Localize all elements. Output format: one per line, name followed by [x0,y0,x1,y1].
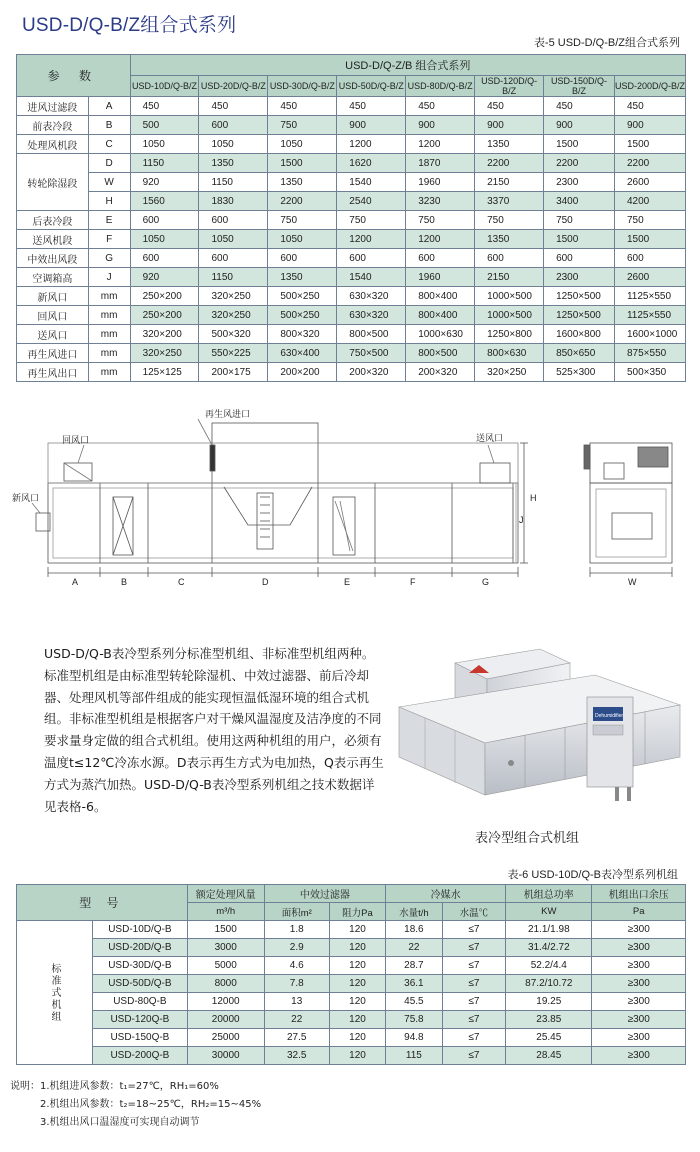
table-cell: 600 [406,249,475,268]
table-cell: 120 [329,939,385,957]
note-item: 2.机组出风参数：t₂=18~25℃，RH₂=15~45% [40,1099,262,1110]
table-cell: 1830 [199,192,268,211]
power-header: 机组总功率 [506,885,592,903]
table-cell: ≥300 [592,1029,686,1047]
page-title: USD-D/Q-B/Z组合式系列 [22,15,237,36]
table-cell: 600 [337,249,406,268]
table-cell: 1150 [199,173,268,192]
dim-w-label: W [628,577,637,587]
model-cell: USD-80Q-B [93,993,188,1011]
table-row [17,957,686,975]
table-cell: 1500 [544,230,615,249]
row-code: C [88,135,130,154]
model-column-header: USD-10D/Q-B/Z [130,76,199,97]
table-row [17,993,686,1011]
table-cell: 31.4/2.72 [506,939,592,957]
table-cell: 1500 [544,135,615,154]
rated-air-header: 额定处理风量 [187,885,264,903]
table-cell: 450 [199,97,268,116]
table-row [17,154,686,173]
table-cell: 800×500 [337,325,406,344]
table-cell: 630×320 [337,306,406,325]
table-cell: 2600 [614,173,685,192]
table-cell: 28.45 [506,1047,592,1065]
table-cell: 1000×630 [406,325,475,344]
table-cell: 2300 [544,268,615,287]
table-cell: 120 [329,1011,385,1029]
table-cell: 115 [386,1047,443,1065]
table-cell: 1500 [614,135,685,154]
row-label: 送风机段 [17,230,89,249]
table-cell: 600 [544,249,615,268]
row-code: B [88,116,130,135]
table-cell: 3370 [475,192,544,211]
row-code: W [88,173,130,192]
table-cell: 18.6 [386,921,443,939]
table-cell: 450 [406,97,475,116]
model-cell: USD-20D/Q-B [93,939,188,957]
table-cell: 1350 [475,230,544,249]
row-label: 新风口 [17,287,89,306]
table-cell: 600 [199,116,268,135]
model-column-header: USD-120D/Q-B/Z [475,76,544,97]
table-cell: 1000×500 [475,306,544,325]
table-cell: 120 [329,957,385,975]
table-cell: 320×250 [199,306,268,325]
table-cell: 1050 [199,135,268,154]
table-cell: 500×250 [268,306,337,325]
table-cell: 450 [544,97,615,116]
model-cell: USD-50D/Q-B [93,975,188,993]
table-cell: ≥300 [592,993,686,1011]
table-cell: ≥300 [592,1047,686,1065]
dim-h-label: H [530,493,537,503]
table-cell: 1870 [406,154,475,173]
table-cell: ≤7 [442,993,505,1011]
table-cell: 1150 [199,268,268,287]
row-label: 再生风进口 [17,344,89,363]
table-cell: 1250×500 [544,306,615,325]
row-label: 转轮除湿段 [17,154,89,211]
table5 [16,54,686,382]
table-cell: 1125×550 [614,306,685,325]
table-cell: 2600 [614,268,685,287]
table-cell: 600 [199,249,268,268]
table-cell: 630×320 [337,287,406,306]
table-cell: 200×320 [406,363,475,382]
table-cell: 600 [475,249,544,268]
row-label: 处理风机段 [17,135,89,154]
note-item: 3.机组出风口温湿度可实现自动调节 [40,1117,200,1128]
table-cell: 7.8 [264,975,329,993]
table-cell: 5000 [187,957,264,975]
table-cell: ≥300 [592,1011,686,1029]
table-row [17,921,686,939]
row-code: D [88,154,130,173]
table-cell: ≥300 [592,957,686,975]
table-row [17,325,686,344]
table-cell: 920 [130,268,199,287]
row-code: E [88,211,130,230]
table-cell: 36.1 [386,975,443,993]
table-cell: 21.1/1.98 [506,921,592,939]
table-cell: 8000 [187,975,264,993]
table-cell: 1350 [199,154,268,173]
section-label: D [262,577,269,587]
filter-header: 中效过滤器 [264,885,386,903]
param-header: 参 数 [17,55,131,97]
table-cell: 1560 [130,192,199,211]
table-row [17,344,686,363]
table-cell: ≤7 [442,957,505,975]
row-code: J [88,268,130,287]
row-code: mm [88,363,130,382]
row-label: 送风口 [17,325,89,344]
row-code: A [88,97,130,116]
model-cell: USD-120Q-B [93,1011,188,1029]
table-cell: 25000 [187,1029,264,1047]
table-cell: 1250×500 [544,287,615,306]
table-cell: 900 [406,116,475,135]
table-cell: 25.45 [506,1029,592,1047]
table-cell: 600 [614,249,685,268]
row-code: mm [88,344,130,363]
table-cell: 250×200 [130,287,199,306]
model-column-header: USD-200D/Q-B/Z [614,76,685,97]
table-cell: 2200 [614,154,685,173]
row-code: F [88,230,130,249]
model-column-header: USD-30D/Q-B/Z [268,76,337,97]
table-cell: 1150 [130,154,199,173]
table-cell: 19.25 [506,993,592,1011]
table-cell: 1200 [406,135,475,154]
static-header: 机组出口余压 [592,885,686,903]
table-cell: 900 [614,116,685,135]
table-cell: 800×630 [475,344,544,363]
table-cell: 320×200 [130,325,199,344]
table-row [17,268,686,287]
table-cell: 1350 [268,173,337,192]
table-row [17,116,686,135]
model-column-header: USD-80D/Q-B/Z [406,76,475,97]
table5-caption: 表-5 USD-D/Q-B/Z组合式系列 [533,37,680,49]
table-cell: 500×320 [199,325,268,344]
section-label: A [72,577,79,587]
row-code: mm [88,306,130,325]
table-cell: 52.2/4.4 [506,957,592,975]
table-cell: 22 [264,1011,329,1029]
table-cell: 75.8 [386,1011,443,1029]
table-row [17,306,686,325]
notes [10,1078,261,1132]
table-cell: 750 [475,211,544,230]
table6-caption: 表-6 USD-10D/Q-B表冷型系列机组 [507,869,678,881]
table-cell: 1350 [268,268,337,287]
table-cell: 875×550 [614,344,685,363]
table-cell: 120 [329,975,385,993]
table-cell: 22 [386,939,443,957]
table-cell: ≥300 [592,921,686,939]
unit-drawing [0,405,700,600]
table-cell: 120 [329,1047,385,1065]
table-cell: 12000 [187,993,264,1011]
coolant-header: 冷媒水 [386,885,506,903]
rated-air-unit: m³/h [187,903,264,921]
table-cell: 750 [268,116,337,135]
table-row [17,211,686,230]
table-cell: 3000 [187,939,264,957]
group-header: USD-D/Q-Z/B 组合式系列 [130,55,685,76]
model-cell: USD-10D/Q-B [93,921,188,939]
panel-text: Dehumidifier [595,713,624,719]
table-cell: 500×250 [268,287,337,306]
row-label: 前表冷段 [17,116,89,135]
row-label: 后表冷段 [17,211,89,230]
table-cell: 1540 [337,268,406,287]
table-cell: 1000×500 [475,287,544,306]
table-cell: 900 [544,116,615,135]
table-cell: 1050 [199,230,268,249]
table-cell: 1.8 [264,921,329,939]
table-cell: 27.5 [264,1029,329,1047]
regen-inlet-label: 再生风进口 [205,409,251,419]
table-cell: 920 [130,173,199,192]
table-cell: 2.9 [264,939,329,957]
table-row [17,939,686,957]
table-row [17,363,686,382]
table-cell: 800×500 [406,344,475,363]
table-cell: ≤7 [442,921,505,939]
model-header: 型 号 [17,885,188,921]
table-cell: 250×200 [130,306,199,325]
table-cell: 600 [268,249,337,268]
table-row [17,192,686,211]
row-label: 进风过滤段 [17,97,89,116]
row-label: 空调箱高 [17,268,89,287]
table-cell: 800×320 [268,325,337,344]
table-cell: 94.8 [386,1029,443,1047]
row-label: 回风口 [17,306,89,325]
table-cell: 120 [329,993,385,1011]
table-cell: 28.7 [386,957,443,975]
table-row [17,173,686,192]
static-unit: Pa [592,903,686,921]
table-cell: 1250×800 [475,325,544,344]
section-label: C [178,577,185,587]
table-cell: 125×125 [130,363,199,382]
return-air-label: 回风口 [62,435,90,445]
table6 [16,884,686,1065]
table-cell: 800×400 [406,306,475,325]
table-cell: 1200 [337,135,406,154]
table-cell: 1960 [406,268,475,287]
table-cell: 850×650 [544,344,615,363]
table-cell: 2200 [268,192,337,211]
table-cell: 600 [130,249,199,268]
fresh-air-label: 新风口 [12,493,40,503]
table-row [17,1047,686,1065]
table-cell: 450 [337,97,406,116]
table-cell: 525×300 [544,363,615,382]
table-cell: 1050 [268,230,337,249]
table-cell: ≥300 [592,939,686,957]
table-cell: 45.5 [386,993,443,1011]
table-cell: 120 [329,1029,385,1047]
table-cell: 1600×1000 [614,325,685,344]
table-row [17,1029,686,1047]
table-cell: 1960 [406,173,475,192]
table-cell: 2150 [475,268,544,287]
table-cell: 4.6 [264,957,329,975]
table-cell: 200×320 [337,363,406,382]
table-cell: 450 [614,97,685,116]
table-cell: 13 [264,993,329,1011]
table-cell: 1200 [337,230,406,249]
table-row [17,230,686,249]
table-row [17,135,686,154]
table-cell: 320×250 [130,344,199,363]
table-cell: 1500 [187,921,264,939]
table-cell: 800×400 [406,287,475,306]
table-cell: 30000 [187,1047,264,1065]
table-cell: 120 [329,921,385,939]
table-cell: 630×400 [268,344,337,363]
model-cell: USD-30D/Q-B [93,957,188,975]
power-unit: KW [506,903,592,921]
coolant-flow-header: 水量t/h [386,903,443,921]
table-cell: 750×500 [337,344,406,363]
table-cell: 750 [544,211,615,230]
table-cell: 500 [130,116,199,135]
table-cell: 4200 [614,192,685,211]
row-code: mm [88,287,130,306]
model-column-header: USD-150D/Q-B/Z [544,76,615,97]
table-row [17,97,686,116]
table-cell: 1200 [406,230,475,249]
table-cell: 900 [337,116,406,135]
table-cell: 450 [268,97,337,116]
table-cell: ≥300 [592,975,686,993]
table-cell: 2300 [544,173,615,192]
table-cell: 2200 [544,154,615,173]
model-column-header: USD-20D/Q-B/Z [199,76,268,97]
table-cell: 1050 [268,135,337,154]
table-cell: ≤7 [442,975,505,993]
section-label: G [482,577,490,587]
table-cell: 750 [268,211,337,230]
row-code: H [88,192,130,211]
table-cell: 2200 [475,154,544,173]
table-cell: 750 [337,211,406,230]
row-code: G [88,249,130,268]
table-cell: 450 [130,97,199,116]
model-cell: USD-200Q-B [93,1047,188,1065]
table-cell: 1540 [337,173,406,192]
table-cell: 1125×550 [614,287,685,306]
coolant-temp-header: 水温℃ [442,903,505,921]
dim-j-label: J [519,515,524,525]
table-cell: 200×200 [268,363,337,382]
table-cell: 320×250 [475,363,544,382]
model-cell: USD-150Q-B [93,1029,188,1047]
table-cell: 3230 [406,192,475,211]
table-cell: 320×250 [199,287,268,306]
table-row [17,249,686,268]
table-cell: ≤7 [442,1047,505,1065]
table-cell: 32.5 [264,1047,329,1065]
table-cell: ≤7 [442,939,505,957]
side-label: 标准式机组 [17,921,93,1065]
notes-prefix: 说明： [10,1081,40,1092]
table-cell: 750 [406,211,475,230]
table-cell: 1500 [614,230,685,249]
table-cell: 1620 [337,154,406,173]
model-column-header: USD-50D/Q-B/Z [337,76,406,97]
table-cell: 600 [130,211,199,230]
table-cell: 600 [199,211,268,230]
table-cell: 550×225 [199,344,268,363]
table-cell: ≤7 [442,1011,505,1029]
table-row [17,1011,686,1029]
filter-resist-header: 阻力Pa [329,903,385,921]
section-label: F [410,577,416,587]
table-cell: 900 [475,116,544,135]
table-cell: 1500 [268,154,337,173]
table-cell: 3400 [544,192,615,211]
table-cell: 500×350 [614,363,685,382]
table-cell: 2540 [337,192,406,211]
table-cell: 1050 [130,230,199,249]
description-text: USD-D/Q-B表冷型系列分标准型机组、非标准型机组两种。标准型机组是由标准型转轮除湿机、中效过滤器、前后冷却器、处理风机等部件组成的能实现恒温低湿环境的组合式机组。非标准型机组是根据客户对干燥风温湿度及洁净度的不同要求量身定做的组合式机组。使用这两种机组的用户，必须有温度t≤12℃冷冻水源。D表示再生方式为电加热，Q表示再生方式为蒸汽加热。USD-D/Q-B表冷型系列机组之技术数据详见表格-6。 [44,646,384,814]
supply-air-label: 送风口 [476,433,504,443]
unit-photo [395,645,685,810]
row-code: mm [88,325,130,344]
note-item: 1.机组进风参数：t₁=27℃，RH₁=60% [40,1081,219,1092]
row-label: 中效出风段 [17,249,89,268]
table-row [17,975,686,993]
table-cell: 2150 [475,173,544,192]
table-cell: 1350 [475,135,544,154]
table-cell: 1050 [130,135,199,154]
table-cell: ≤7 [442,1029,505,1047]
table-cell: 450 [475,97,544,116]
table-cell: 750 [614,211,685,230]
table-cell: 200×175 [199,363,268,382]
table-row [17,287,686,306]
filter-area-header: 面积m² [264,903,329,921]
photo-caption: 表冷型组合式机组 [475,831,580,846]
table-cell: 23.85 [506,1011,592,1029]
row-label: 再生风出口 [17,363,89,382]
table-cell: 1600×800 [544,325,615,344]
table-cell: 20000 [187,1011,264,1029]
table-cell: 87.2/10.72 [506,975,592,993]
section-label: E [344,577,351,587]
section-label: B [121,577,128,587]
